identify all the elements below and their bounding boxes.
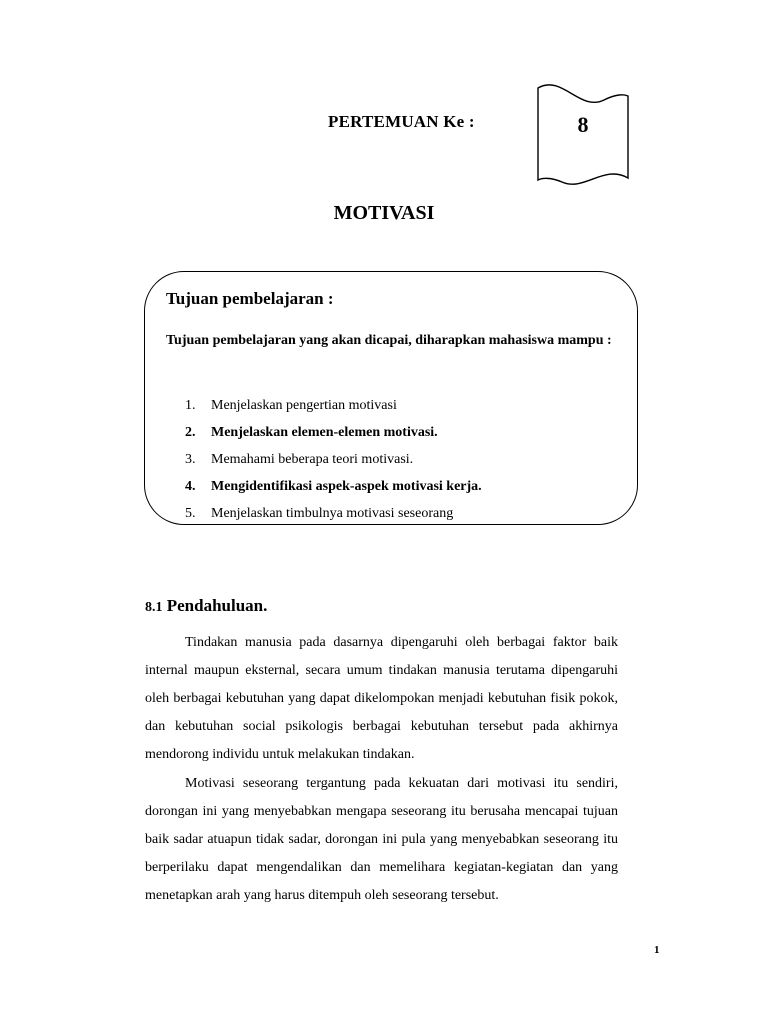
objective-item (185, 477, 482, 504)
objective-item (185, 450, 482, 477)
objective-number: 4. (185, 479, 196, 494)
section-title: Pendahuluan. (166, 596, 268, 615)
objective-item (185, 423, 482, 450)
objectives-list (185, 396, 482, 525)
objective-text: Menjelaskan timbulnya motivasi seseorang (211, 506, 454, 521)
objective-text: Memahami beberapa teori motivasi. (211, 452, 414, 467)
objective-item (185, 504, 482, 525)
objective-text: Mengidentifikasi aspek-aspek motivasi kerja. (211, 479, 482, 494)
objective-number: 3. (185, 452, 196, 467)
objectives-heading: Tujuan pembelajaran : (166, 289, 334, 308)
chapter-title: MOTIVASI (333, 202, 435, 224)
page-number: 1 (654, 944, 660, 956)
objective-number: 2. (185, 425, 196, 440)
section-heading (145, 596, 267, 616)
meeting-number: 8 (577, 112, 589, 137)
objectives-intro: Tujuan pembelajaran yang akan dicapai, diharapkan mahasiswa mampu : (166, 333, 612, 348)
meeting-number-badge (534, 80, 632, 190)
objective-number: 1. (185, 398, 196, 413)
body-paragraph: Tindakan manusia pada dasarnya dipengaruhi oleh berbagai faktor baik internal maupun eksternal, secara umum tindakan manusia terutama dipengaruhi oleh berbagai kebutuhan yang dapat dikelompokan menjadi kebutuhan fisik pokok, dan kebutuhan social psikologis berbagai kebutuhan tersebut pada akhirnya mendorong individu untuk melakukan tindakan. (145, 635, 618, 762)
section-number: 8.1 (145, 600, 163, 615)
body-paragraph: Motivasi seseorang tergantung pada kekuatan dari motivasi itu sendiri, dorongan ini yang menyebabkan mengapa seseorang itu berusaha mencapai tujuan baik sadar atuapun tidak sadar, dorongan ini pula yang menyebabkan seseorang itu berperilaku dapat mengendalikan dan memelihara kegiatan-kegiatan dan yang menetapkan arah yang harus ditempuh oleh seseorang tersebut. (145, 776, 618, 903)
learning-objectives-box (144, 271, 638, 525)
meeting-label: PERTEMUAN Ke : (328, 112, 475, 131)
objective-number: 5. (185, 506, 196, 521)
objective-item (185, 396, 482, 423)
objective-text: Menjelaskan pengertian motivasi (211, 398, 397, 413)
objective-text: Menjelaskan elemen-elemen motivasi. (211, 425, 438, 440)
